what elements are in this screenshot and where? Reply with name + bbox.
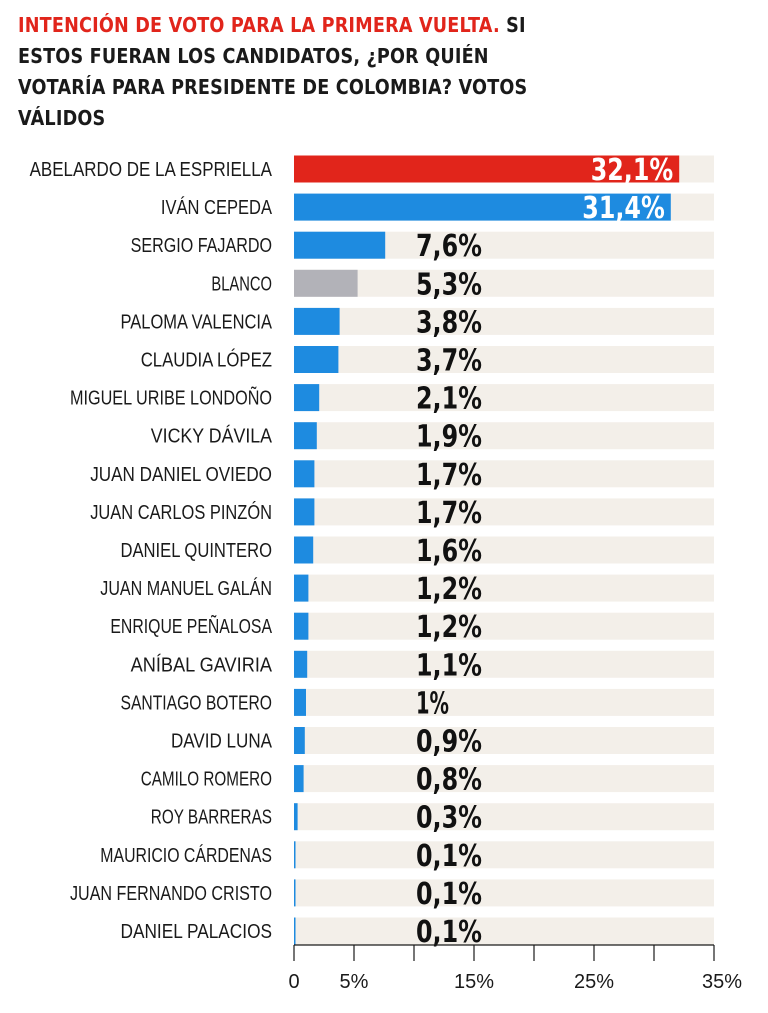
bar-track <box>294 498 714 525</box>
value-label: 31,4% <box>582 191 665 227</box>
value-label: 1,9% <box>416 419 482 455</box>
x-tick-label: 35% <box>701 971 743 993</box>
category-label: MIGUEL URIBE LONDOÑO <box>70 387 320 410</box>
category-label: SANTIAGO BOTERO <box>120 692 272 715</box>
bar <box>294 537 313 564</box>
bar-track <box>294 841 714 868</box>
x-tick-label: 5% <box>339 971 369 993</box>
bar-track <box>294 613 714 640</box>
category-label: PALOMA VALENCIA <box>120 311 273 334</box>
bar <box>294 308 340 335</box>
bar <box>294 346 338 373</box>
bar-track <box>294 765 714 792</box>
bar-track <box>294 651 714 678</box>
value-label: 1,7% <box>416 457 482 493</box>
category-label: JUAN MANUEL GALÁN <box>100 578 315 601</box>
bar <box>294 879 296 906</box>
bar <box>294 232 385 259</box>
bar-track <box>294 727 714 754</box>
bar-track <box>294 537 714 564</box>
bar-track <box>294 346 714 373</box>
value-label: 0,1% <box>416 915 482 950</box>
category-label: MAURICIO CÁRDENAS <box>100 844 318 867</box>
category-label: BLANCO <box>211 273 272 296</box>
bar <box>294 422 317 449</box>
bar <box>294 384 319 411</box>
bar-track <box>294 803 714 830</box>
category-label: JUAN DANIEL OVIEDO <box>90 463 272 486</box>
category-label: CAMILO ROMERO <box>140 768 272 791</box>
category-label: DANIEL QUINTERO <box>120 540 272 562</box>
category-label: DAVID LUNA <box>171 730 273 753</box>
bar <box>294 498 314 525</box>
bar-track <box>294 422 714 449</box>
bar <box>294 918 296 945</box>
x-tick-label: 0 <box>288 971 300 993</box>
value-label: 7,6% <box>416 229 482 265</box>
title-rest: SI ESTOS FUERAN LOS CANDIDATOS, ¿POR QUIÉN VOTARÍA PARA PRESIDENTE DE COLOMBIA? VOTOS VÁLIDOS <box>18 13 528 130</box>
bar-track <box>294 575 714 602</box>
value-label: 0,8% <box>416 762 482 798</box>
value-label: 32,1% <box>590 153 674 188</box>
value-label: 0,3% <box>416 800 482 836</box>
bar-track <box>294 879 714 906</box>
category-label: JUAN CARLOS PINZÓN <box>90 501 312 524</box>
x-tick-label: 25% <box>573 971 615 993</box>
bar <box>294 803 298 830</box>
category-label: VICKY DÁVILA <box>150 425 288 448</box>
bar <box>294 841 296 868</box>
value-label: 0,9% <box>416 724 482 760</box>
bar-track <box>294 460 714 487</box>
bar <box>294 460 314 487</box>
bar <box>294 765 304 792</box>
value-label: 1,6% <box>416 534 482 569</box>
category-label: DANIEL PALACIOS <box>120 921 272 943</box>
category-label: SERGIO FAJARDO <box>130 235 272 258</box>
x-axis <box>288 945 742 993</box>
category-label: JUAN FERNANDO CRISTO <box>70 882 272 905</box>
value-label: 1,2% <box>416 610 482 646</box>
value-label: 3,8% <box>416 305 482 341</box>
value-label: 1,2% <box>416 572 482 608</box>
bar-track <box>294 689 714 716</box>
bar <box>294 613 308 640</box>
value-label: 1,1% <box>416 648 482 684</box>
value-label: 5,3% <box>416 267 482 303</box>
bar <box>294 270 358 297</box>
value-label: 0,1% <box>416 838 482 874</box>
category-label: ANÍBAL GAVIRIA <box>130 654 287 677</box>
bar <box>294 575 308 602</box>
bar <box>294 651 307 678</box>
value-label: 0,1% <box>416 876 482 912</box>
bar <box>294 689 306 716</box>
value-label: 3,7% <box>416 343 482 379</box>
bar-track <box>294 308 714 335</box>
value-label: 1,7% <box>416 495 482 531</box>
category-label: CLAUDIA LÓPEZ <box>140 349 298 372</box>
title-highlight: INTENCIÓN DE VOTO PARA LA PRIMERA VUELTA. <box>18 13 500 37</box>
bar <box>294 727 305 754</box>
x-tick-label: 15% <box>453 971 495 993</box>
category-label: ROY BARRERAS <box>150 806 272 829</box>
category-label: IVÁN CEPEDA <box>160 197 296 220</box>
category-label: ABELARDO DE LA ESPRIELLA <box>29 159 273 181</box>
value-label: 1% <box>416 686 449 722</box>
category-label: ENRIQUE PEÑALOSA <box>110 616 315 639</box>
category-labels <box>29 159 320 943</box>
bar-track <box>294 384 714 411</box>
value-label: 2,1% <box>416 381 482 417</box>
bar-track <box>294 918 714 945</box>
